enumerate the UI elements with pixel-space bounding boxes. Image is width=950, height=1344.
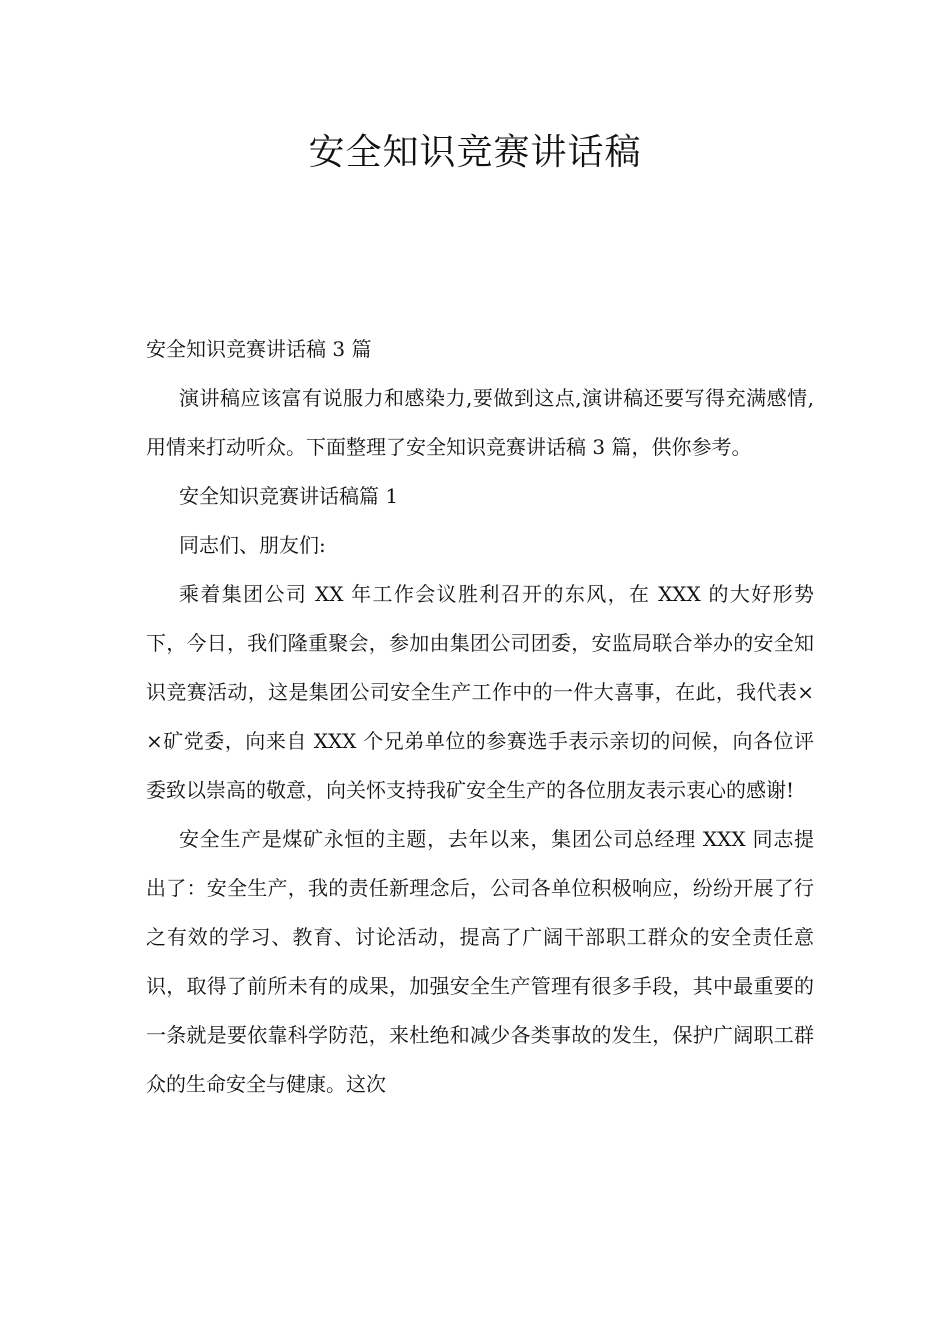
body-paragraph: 乘着集团公司 XX 年工作会议胜利召开的东风，在 XXX 的大好形势下，今日，我们隆重聚会，参加由集团公司团委，安监局联合举办的安全知识竞赛活动，这是集团公司安全生产工作中的一件大喜事，在此，我代表××矿党委，向来自 XXX 个兄弟单位的参赛选手表示亲切的问候，向各位评委致以崇高的敬意，向关怀支持我矿安全生产的各位朋友表示衷心的感谢! bbox=[146, 582, 814, 802]
salutation: 同志们、朋友们: bbox=[179, 533, 326, 557]
section-heading: 安全知识竞赛讲话稿篇 1 bbox=[179, 484, 399, 508]
document-title: 安全知识竞赛讲话稿 bbox=[308, 132, 642, 173]
subtitle-line: 安全知识竞赛讲话稿 3 篇 bbox=[146, 337, 372, 361]
document-body bbox=[146, 325, 814, 1109]
body-paragraph: 安全生产是煤矿永恒的主题，去年以来，集团公司总经理 XXX 同志提出了：安全生产，我的责任新理念后，公司各单位积极响应，纷纷开展了行之有效的学习、教育、讨论活动，提高了广阔干部职工群众的安全责任意识，取得了前所未有的成果，加强安全生产管理有很多手段，其中最重要的一条就是要依靠科学防范，来杜绝和减少各类事故的发生，保护广阔职工群众的生命安全与健康。这次 bbox=[146, 827, 814, 1096]
intro-paragraph: 演讲稿应该富有说服力和感染力,要做到这点,演讲稿还要写得充满感情,用情来打动听众。下面整理了安全知识竞赛讲话稿 3 篇，供你参考。 bbox=[146, 386, 814, 459]
